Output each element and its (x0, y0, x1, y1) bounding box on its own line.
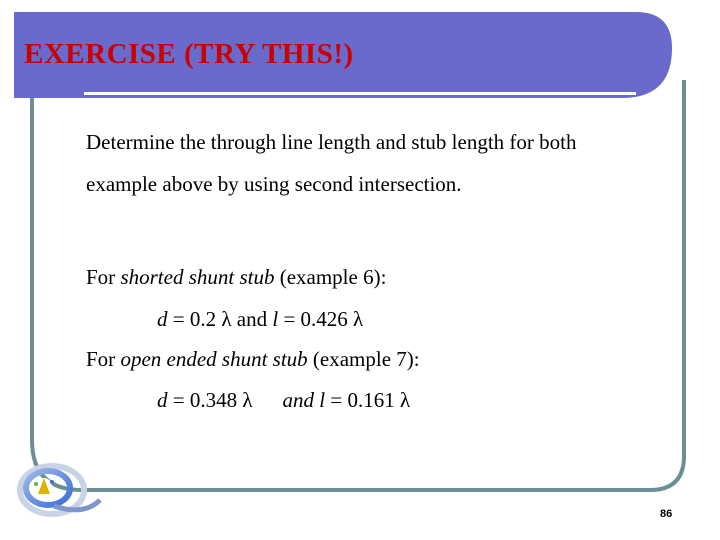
shorted-d-value: = 0.2 λ and (167, 307, 273, 331)
shorted-l-variable: l (272, 307, 279, 331)
open-d-value: = 0.348 λ (167, 388, 253, 412)
swirl-logo-icon (14, 460, 104, 530)
open-prefix: For (86, 347, 121, 371)
shorted-l-value: = 0.426 λ (278, 307, 364, 331)
open-l-value: = 0.161 λ (325, 388, 411, 412)
open-l-variable: l (319, 388, 326, 412)
open-stub-values (157, 388, 410, 413)
shorted-stub-values (157, 307, 363, 332)
shorted-suffix: (example 6): (274, 265, 387, 289)
open-emphasis: open ended shunt stub (120, 347, 308, 371)
shorted-emphasis: shorted shunt stub (120, 265, 275, 289)
open-stub-heading (86, 347, 420, 372)
shorted-stub-heading (86, 265, 386, 290)
shorted-d-variable: d (157, 307, 168, 331)
open-d-variable: d (157, 388, 168, 412)
intro-line-1: Determine the through line length and stub length for both (86, 130, 577, 154)
slide-number: 86 (660, 508, 673, 520)
intro-line-2: example above by using second intersection. (86, 172, 462, 196)
slide-title: EXERCISE (TRY THIS!) (24, 38, 354, 70)
shorted-prefix: For (86, 265, 121, 289)
header-underline (84, 92, 636, 95)
open-and-word: and (282, 388, 320, 412)
open-suffix: (example 7): (307, 347, 420, 371)
